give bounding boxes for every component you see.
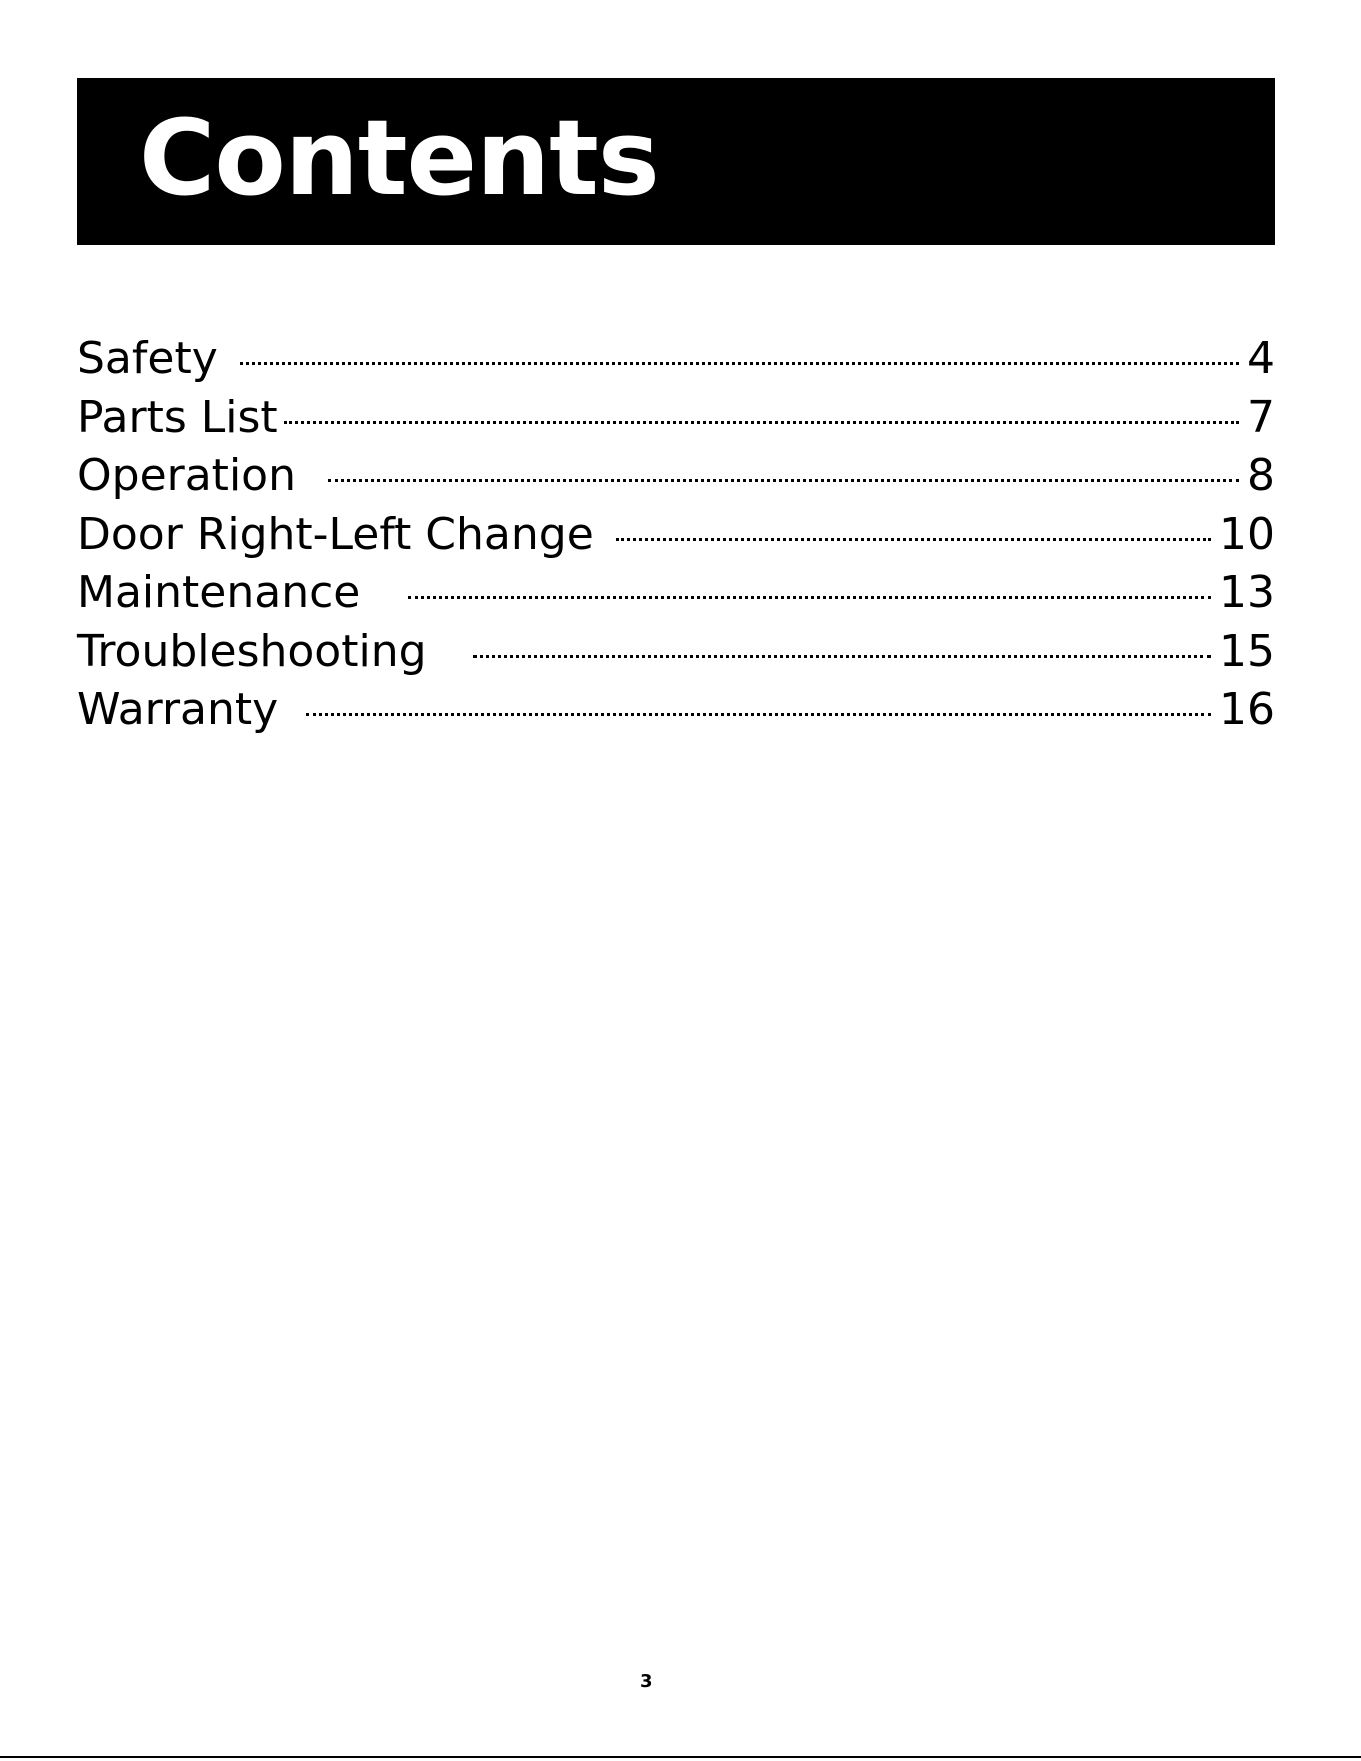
page-title: Contents bbox=[139, 97, 659, 219]
toc-entry-label: Door Right-Left Change bbox=[77, 508, 594, 560]
header-bar bbox=[77, 78, 1275, 245]
toc-entry-door-right-left-change[interactable] bbox=[77, 506, 1275, 565]
dot-leader bbox=[240, 362, 1239, 365]
page-number: 3 bbox=[640, 1671, 653, 1692]
toc-entry-operation[interactable] bbox=[77, 447, 1275, 506]
bottom-rule bbox=[0, 1756, 1361, 1758]
toc-entry-label: Operation bbox=[77, 450, 296, 501]
toc-entry-safety[interactable] bbox=[77, 330, 1275, 389]
dot-leader bbox=[408, 596, 1211, 599]
toc-entry-maintenance[interactable] bbox=[77, 564, 1275, 623]
toc-entry-page: 13 bbox=[1219, 567, 1275, 618]
toc-entry-label: Parts List bbox=[77, 391, 278, 443]
toc-entry-label: Maintenance bbox=[77, 567, 361, 618]
toc-entry-page: 10 bbox=[1219, 508, 1275, 560]
toc-entry-troubleshooting[interactable] bbox=[77, 623, 1275, 682]
toc-entry-page: 4 bbox=[1247, 333, 1275, 384]
toc-entry-label: Troubleshooting bbox=[77, 625, 427, 677]
table-of-contents bbox=[77, 330, 1275, 740]
dot-leader bbox=[328, 479, 1239, 482]
dot-leader bbox=[306, 713, 1211, 716]
toc-entry-page: 8 bbox=[1247, 450, 1275, 501]
dot-leader bbox=[616, 538, 1211, 541]
toc-entry-warranty[interactable] bbox=[77, 681, 1275, 740]
dot-leader bbox=[473, 655, 1211, 658]
dot-leader bbox=[284, 421, 1239, 424]
toc-entry-page: 15 bbox=[1219, 625, 1275, 677]
toc-entry-label: Warranty bbox=[77, 684, 279, 735]
toc-entry-page: 16 bbox=[1219, 684, 1275, 735]
toc-entry-parts-list[interactable] bbox=[77, 389, 1275, 448]
toc-entry-label: Safety bbox=[77, 333, 218, 384]
toc-entry-page: 7 bbox=[1247, 391, 1275, 443]
